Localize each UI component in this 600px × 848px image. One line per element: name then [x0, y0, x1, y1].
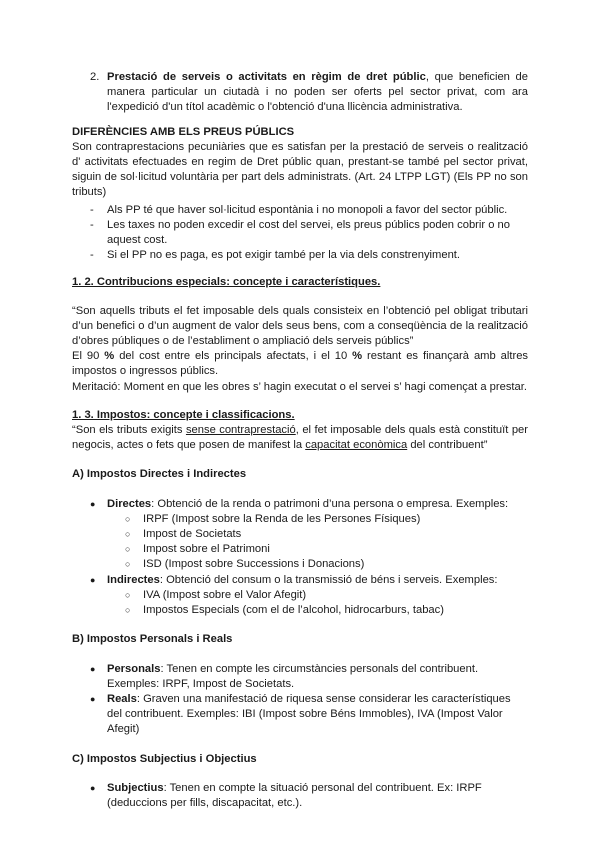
circle-marker: ○: [125, 559, 131, 570]
group-b-title: B) Impostos Personals i Reals: [72, 633, 233, 646]
quote-underlined-1: sense contraprestació: [185, 424, 296, 437]
section-1-2-meritacio: Meritació: Moment en que les obres s’ hagin executat o el servei s’ hagi començat a prestar.: [72, 380, 527, 393]
term-text: : Obtenció de la renda o patrimoni d’una persona o empresa. Exemples:: [151, 497, 509, 510]
example-item: [125, 542, 528, 557]
list-item-personals: [90, 662, 528, 692]
section-1-2-quote: “Son aquells tributs el fet imposable dels quals consisteix en l’obtenció pel obligat tributari d’un benefici o d’un augment de valor dels seus bens, com a conseqüència de la realització d’obres públiques o de l’establiment o ampliació dels serveis públics”: [72, 304, 528, 348]
numbered-item-2: [90, 70, 528, 116]
list-item-reals: [90, 692, 528, 738]
bullet-marker: ●: [90, 782, 96, 793]
group-b-list: [72, 662, 528, 738]
pct-text-c: restant es finançarà amb altres impostos o ingressos públics.: [72, 350, 529, 378]
circle-marker: ○: [125, 513, 131, 524]
list-item: [90, 203, 528, 218]
term-label: Reals: [107, 692, 137, 705]
quote-underlined-2: capacitat econòmica: [305, 439, 408, 452]
bullet-marker: ●: [90, 498, 96, 509]
example-text: IVA (Impost sobre el Valor Afegit): [143, 588, 307, 601]
example-text: Impost sobre el Patrimoni: [143, 543, 270, 556]
dash-marker: -: [90, 203, 94, 216]
example-text: IRPF (Impost sobre la Renda de les Persones Físiques): [143, 512, 421, 525]
dash-marker: -: [90, 218, 94, 231]
list-item-indirectes: [90, 573, 528, 619]
indirectes-examples: [107, 588, 528, 618]
group-c-list: [72, 781, 528, 811]
pct-text-b: del cost entre els principals afectats, i el 10: [114, 350, 353, 363]
term-text: : Tenen en compte les circumstàncies personals del contribuent. Exemples: IRPF, Impost de Societats.: [107, 662, 479, 690]
term-text: : Tenen en compte la situació personal del contribuent. Ex: IRPF (deduccions per fills, discapacitat, etc.).: [107, 781, 482, 809]
term-label: Directes: [107, 497, 152, 510]
differences-list: [72, 203, 528, 264]
bullet-marker: ●: [90, 663, 96, 674]
term-label: Personals: [107, 662, 161, 675]
example-text: ISD (Impost sobre Successions i Donacions): [143, 558, 365, 571]
term-text: : Obtenció del consum o la transmissió de béns i serveis. Exemples:: [159, 573, 498, 586]
circle-marker: ○: [125, 605, 131, 616]
list-item-text: Si el PP no es paga, es pot exigir també per la via dels constrenyiment.: [107, 249, 461, 262]
example-item: [125, 512, 528, 527]
pct-text-a: El 90: [72, 350, 105, 363]
item-rest: , que beneficien de manera particular un ciutadà i no poden ser oferts pel sector privat, com ara l'expedició d'un títol acadèmic o l'obtenció d'una llicència administrativa.: [107, 71, 528, 114]
dash-marker: -: [90, 249, 94, 262]
item-text: [107, 70, 528, 116]
list-item: [90, 218, 528, 248]
section-1-2-percentages: [72, 349, 528, 379]
bullet-marker: ●: [90, 574, 96, 585]
list-item-text: Als PP té que haver sol·licitud espontània i no monopoli a favor del sector públic.: [107, 203, 508, 216]
list-item-text: Les taxes no poden excedir el cost del servei, els preus públics poden cobrir o no aquest cost.: [107, 218, 510, 247]
list-item: [90, 248, 528, 263]
list-item-directes: [90, 497, 528, 573]
differences-body: Son contraprestacions pecuniàries que es satisfan per la prestació de serveis o realització d' activitats efectuades en regim de Dret públic quan, prestant-se també pel sector privat, siguin de sol·licitud voluntària per part dels administrats. (Art. 24 LTPP LGT) (Els PP no son tributs): [72, 140, 528, 199]
example-item: [125, 588, 528, 603]
circle-marker: ○: [125, 529, 131, 540]
example-text: Impostos Especials (com el de l’alcohol, hidrocarburs, tabac): [143, 604, 444, 617]
group-a-list: [72, 497, 528, 619]
circle-marker: ○: [125, 544, 131, 555]
term-text: : Graven una manifestació de riquesa sense considerar les característiques del contribuent. Exemples: IBI (Impost sobre Béns Immobles), IVA (Impost Valor Afegit): [107, 692, 511, 736]
example-item: [125, 557, 528, 572]
quote-text-a: “Son els tributs exigits: [72, 424, 186, 437]
section-1-3-quote: [72, 423, 528, 453]
term-label: Subjectius: [107, 781, 164, 794]
document-page: [72, 70, 528, 811]
item-bold-lead: Prestació de serveis o activitats en règim de dret públic: [107, 71, 426, 83]
list-item-subjectius: [90, 781, 528, 811]
quote-text-c: del contribuent”: [407, 439, 488, 452]
bullet-marker: ●: [90, 693, 96, 704]
pct-sign: %: [104, 350, 115, 363]
differences-heading: DIFERÈNCIES AMB ELS PREUS PÚBLICS: [72, 125, 295, 138]
pct-sign: %: [352, 350, 363, 363]
item-number: 2.: [90, 71, 100, 83]
section-1-3-title: 1. 3. Impostos: concepte i classificacions.: [72, 408, 295, 421]
group-c-title: C) Impostos Subjectius i Objectius: [72, 752, 257, 765]
group-a-title: A) Impostos Directes i Indirectes: [72, 468, 247, 481]
example-text: Impost de Societats: [143, 528, 242, 541]
quote-text-b: , el fet imposable dels quals està constituït per negocis, actes o fets que posen de manifest la: [72, 424, 528, 452]
term-label: Indirectes: [107, 573, 160, 586]
example-item: [125, 527, 528, 542]
section-1-2-title: 1. 2. Contribucions especials: concepte i característiques.: [72, 276, 381, 289]
circle-marker: ○: [125, 589, 131, 600]
directes-examples: [107, 512, 528, 573]
example-item: [125, 603, 528, 618]
